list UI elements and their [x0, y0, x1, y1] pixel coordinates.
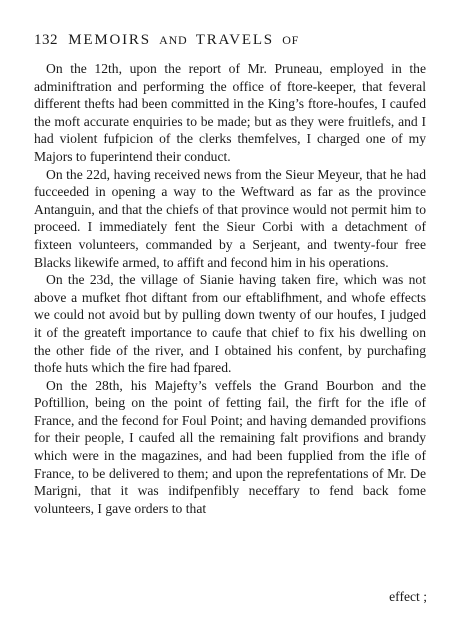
running-header: [34, 32, 424, 52]
header-title-memoirs: MEMOIRS: [68, 32, 151, 48]
header-title-travels: TRAVELS: [195, 32, 274, 48]
header-title-of: OF: [282, 33, 300, 47]
page-number: 132: [34, 32, 58, 48]
header-title-and: AND: [159, 33, 188, 47]
catchword: effect ;: [389, 589, 427, 604]
paragraph-22d: On the 22d, having received news from the Sieur Meyeur, that he had fucceeded in opening a way to the Weftward as far as the province Antanguin, and that the chiefs of that province would not permit him to proceed. I immediately fent the Sieur Corbi with a detachment of fixteen volunteers, commanded by a Serjeant, and twenty-four free Blacks likewife armed, to affift and fecond him in his operations.: [34, 166, 426, 270]
paragraph-28th: On the 28th, his Majefty’s veffels the Grand Bourbon and the Poftillion, being on the point of fetting fail, the firft for the ifle of France, and the fecond for Foul Point; and having demanded provifions for their people, I caufed all the remaining falt provifions and brandy which were in the magazines, and had been fupplied from the ifle of France, to be delivered to them; and upon the reprefentations of Mr. De Marigni, that it was indifpenfibly neceffary to fend back fome volunteers, I gave orders to that: [34, 377, 426, 516]
paragraph-23d: On the 23d, the village of Sianie having taken fire, which was not above a mufket fhot diftant from our eftablifhment, and whofe effects we could not avoid but by pulling down twenty of our houfes, I judged it of the greateft importance to caufe that chief to fix his dwelling on the other fide of the river, and I obtained his confent, by purchafing thofe huts which the fire had fpared.: [34, 272, 426, 376]
paragraph-12th: On the 12th, upon the report of Mr. Pruneau, employed in the adminiftration and performing the office of ftore-keeper, that feveral different thefts had been committed in the King’s ftore-houfes, I caufed the moft accurate enquiries to be made; but as they were fruitlefs, and I had violent fufpicion of the clerks themfelves, I charged one of my Majors to fuperintend their conduct.: [34, 61, 426, 164]
body-text: [34, 60, 426, 517]
